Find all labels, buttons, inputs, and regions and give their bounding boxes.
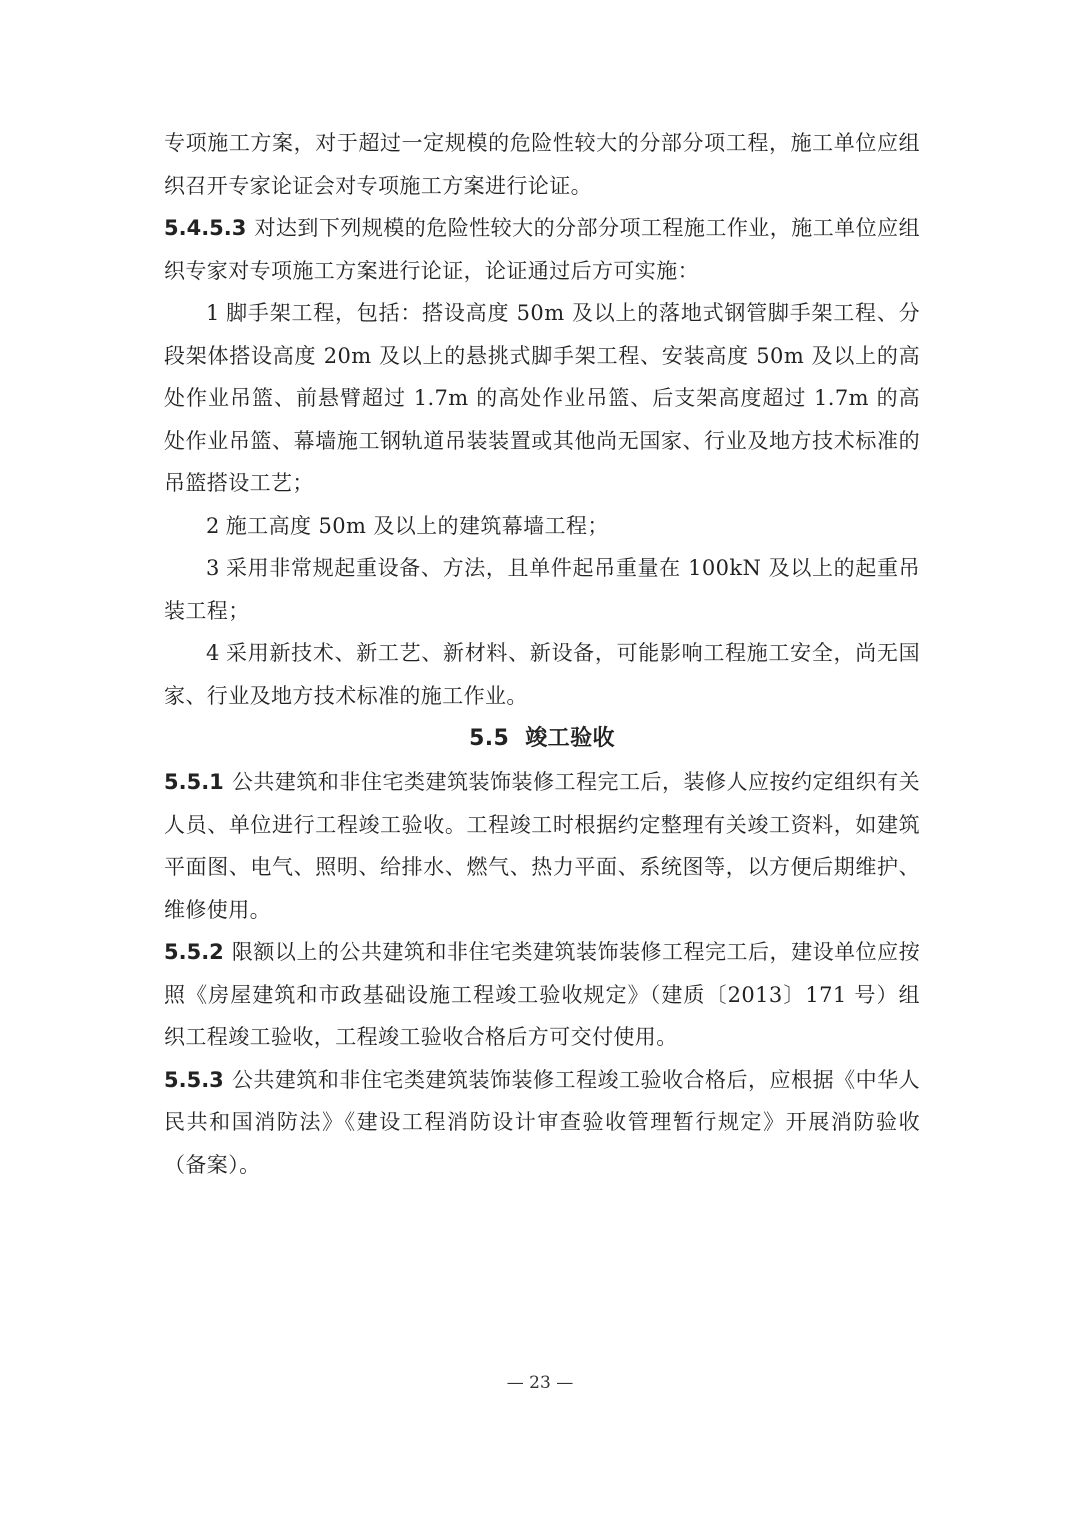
list-item-text: 采用新技术、新工艺、新材料、新设备，可能影响工程施工安全，尚无国家、行业及地方技术标准的施工作业。: [164, 641, 920, 708]
list-item-number: 3: [206, 556, 220, 580]
clause-number: 5.5.1: [164, 770, 224, 794]
list-item-text: 采用非常规起重设备、方法，且单件起吊重量在 100kN 及以上的起重吊装工程；: [164, 556, 920, 623]
list-item-text: 施工高度 50m 及以上的建筑幕墙工程；: [225, 513, 609, 538]
section-heading: [164, 717, 920, 761]
page-number: — 23 —: [506, 1373, 574, 1393]
clause-number: 5.5.3: [164, 1067, 224, 1092]
clause-number: 5.5.2: [164, 940, 224, 964]
clause-5-5-3: [164, 1059, 920, 1187]
clause-text: 对达到下列规模的危险性较大的分部分项工程施工作业，施工单位应组织专家对专项施工方案进行论证，论证通过后方可实施：: [164, 216, 920, 283]
list-item-4: [164, 632, 920, 717]
section-number: 5.5: [469, 726, 510, 751]
section-title: 竣工验收: [525, 726, 615, 751]
clause-number: 5.4.5.3: [164, 216, 247, 240]
clause-text: 公共建筑和非住宅类建筑装饰装修工程竣工验收合格后，应根据《中华人民共和国消防法》《建设工程消防设计审查验收管理暂行规定》开展消防验收（备案）。: [164, 1067, 920, 1177]
clause-5-5-1: [164, 761, 920, 931]
list-item-3: [164, 547, 920, 632]
continuation-paragraph: 专项施工方案，对于超过一定规模的危险性较大的分部分项工程，施工单位应组织召开专家论证会对专项施工方案进行论证。: [164, 131, 920, 198]
list-item-2: [164, 505, 920, 548]
list-item-text: 脚手架工程，包括：搭设高度 50m 及以上的落地式钢管脚手架工程、分段架体搭设高度 20m 及以上的悬挑式脚手架工程、安装高度 50m 及以上的高处作业吊篮、前悬臂超过 1.7m 的高处作业吊篮、后支架高度超过 1.7m 的高处作业吊篮、幕墙施工钢轨道吊装装置或其他尚无国家、行业及地方技术标准的吊篮搭设工艺；: [164, 301, 920, 495]
clause-text: 限额以上的公共建筑和非住宅类建筑装饰装修工程完工后，建设单位应按照《房屋建筑和市政基础设施工程竣工验收规定》（建质〔2013〕171 号）组织工程竣工验收，工程竣工验收合格后方可交付使用。: [164, 940, 920, 1049]
clause-5-4-5-3: [164, 207, 920, 292]
list-item-1: [164, 292, 920, 505]
list-item-number: 2: [206, 513, 220, 538]
clause-5-5-2: [164, 931, 920, 1059]
document-body: [164, 122, 920, 1186]
clause-text: 公共建筑和非住宅类建筑装饰装修工程完工后，装修人应按约定组织有关人员、单位进行工程竣工验收。工程竣工时根据约定整理有关竣工资料，如建筑平面图、电气、照明、给排水、燃气、热力平面、系统图等，以方便后期维护、维修使用。: [164, 770, 920, 922]
list-item-number: 4: [206, 641, 220, 665]
list-item-number: 1: [206, 301, 220, 325]
